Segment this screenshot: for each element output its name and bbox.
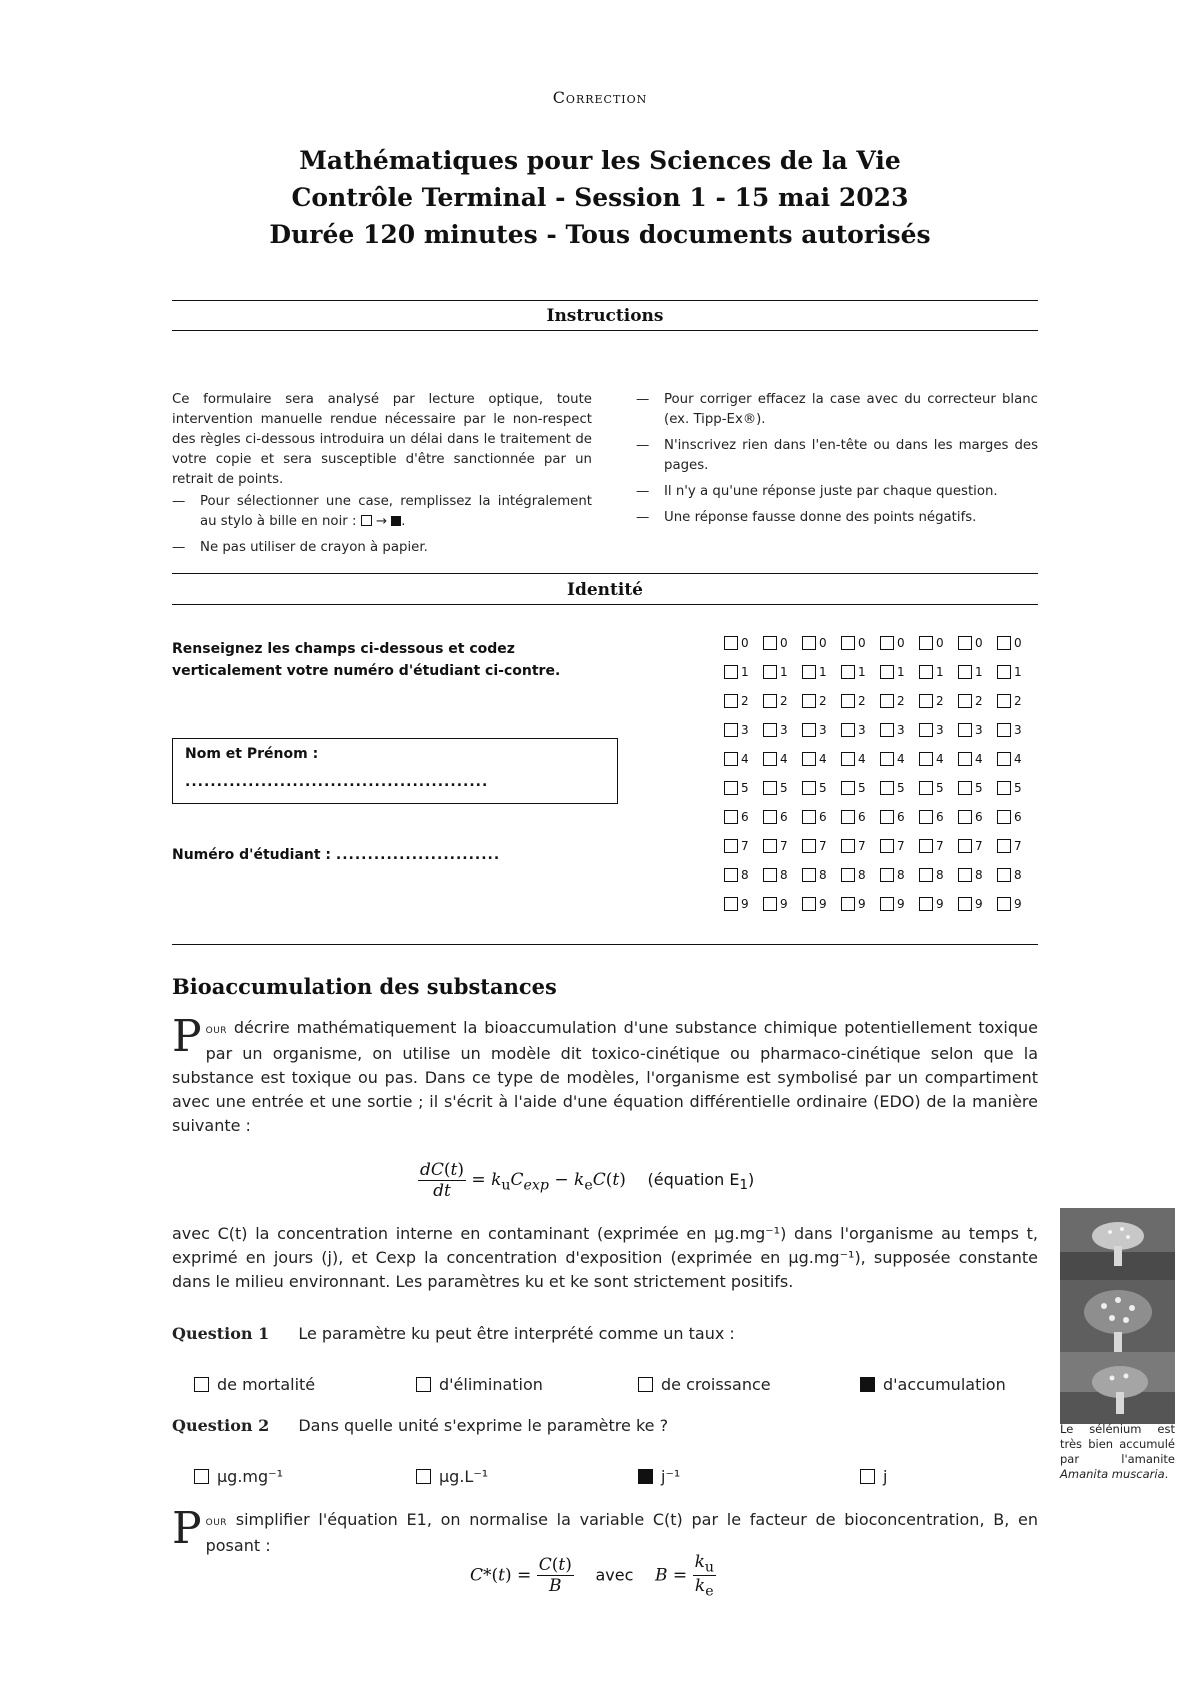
digit-label: 6: [819, 810, 827, 824]
digit-checkbox[interactable]: [997, 810, 1011, 824]
exam-duration: Durée 120 minutes - Tous documents autorisés: [269, 220, 931, 249]
digit-checkbox[interactable]: [724, 752, 738, 766]
digit-checkbox[interactable]: [763, 723, 777, 737]
digit-checkbox[interactable]: [997, 897, 1011, 911]
checkbox[interactable]: [194, 1377, 209, 1392]
digit-checkbox[interactable]: [919, 752, 933, 766]
digit-label: 1: [897, 665, 905, 679]
instructions-item: — N'inscrivez rien dans l'en-tête ou dans les marges des pages.: [636, 436, 1038, 476]
digit-label: 9: [897, 897, 905, 911]
digit-label: 0: [858, 636, 866, 650]
digit-checkbox[interactable]: [724, 636, 738, 650]
digit-label: 2: [1014, 694, 1022, 708]
digit-label: 7: [741, 839, 749, 853]
digit-checkbox[interactable]: [841, 897, 855, 911]
digit-checkbox[interactable]: [880, 839, 894, 853]
digit-label: 2: [936, 694, 944, 708]
digit-label: 5: [975, 781, 983, 795]
digit-label: 5: [858, 781, 866, 795]
digit-checkbox[interactable]: [802, 665, 816, 679]
digit-checkbox[interactable]: [919, 665, 933, 679]
digit-label: 3: [936, 723, 944, 737]
digit-checkbox[interactable]: [724, 723, 738, 737]
digit-label: 4: [858, 752, 866, 766]
digit-checkbox[interactable]: [763, 868, 777, 882]
checkbox[interactable]: [638, 1377, 653, 1392]
digit-checkbox[interactable]: [958, 810, 972, 824]
equation-label: (équation E: [647, 1170, 740, 1189]
section-intro-paragraph: Pour décrire mathématiquement la bioaccumulation d'une substance chimique potentiellement toxique par un organisme, on utilise un modèle dit toxico-cinétique ou pharmaco-cinétique selon que la substance est toxique ou pas. Dans ce type de modèles, l'organisme est symbolisé par un compartiment avec une entrée et une sortie ; il s'écrit à l'aide d'une équation différentielle ordinaire (EDO) de la manière suivante :: [172, 1011, 1038, 1135]
drop-cap: P: [172, 1011, 202, 1062]
digit-checkbox[interactable]: [724, 897, 738, 911]
instructions-heading: Instructions: [546, 306, 664, 326]
name-field-box[interactable]: [172, 738, 618, 804]
digit-label: 9: [975, 897, 983, 911]
identity-rule-bottom: [172, 604, 1038, 605]
digit-checkbox[interactable]: [880, 694, 894, 708]
digit-label: 3: [897, 723, 905, 737]
question-2: [172, 1416, 668, 1435]
digit-checkbox[interactable]: [919, 636, 933, 650]
digit-label: 7: [1014, 839, 1022, 853]
digit-label: 2: [741, 694, 749, 708]
digit-checkbox[interactable]: [880, 810, 894, 824]
student-number-label: Numéro d'étudiant :: [172, 847, 332, 863]
q2-option-4[interactable]: j: [860, 1467, 887, 1486]
digit-label: 9: [741, 897, 749, 911]
digit-checkbox[interactable]: [802, 752, 816, 766]
digit-label: 9: [1014, 897, 1022, 911]
exam-title: Mathématiques pour les Sciences de la Vie: [299, 146, 901, 175]
digit-checkbox[interactable]: [919, 723, 933, 737]
digit-checkbox[interactable]: [958, 868, 972, 882]
digit-checkbox[interactable]: [997, 694, 1011, 708]
digit-label: 7: [975, 839, 983, 853]
digit-checkbox[interactable]: [997, 636, 1011, 650]
q1-option-3[interactable]: de croissance: [638, 1375, 771, 1394]
instructions-rule-bottom: [172, 330, 1038, 331]
checkbox[interactable]: [194, 1469, 209, 1484]
digit-checkbox[interactable]: [802, 839, 816, 853]
digit-label: 9: [936, 897, 944, 911]
digit-checkbox[interactable]: [958, 636, 972, 650]
name-field-dots[interactable]: ................................................: [185, 774, 489, 790]
q1-option-1[interactable]: de mortalité: [194, 1375, 315, 1394]
digit-checkbox[interactable]: [880, 868, 894, 882]
identity-heading: Identité: [567, 580, 643, 600]
section-definitions-paragraph: avec C(t) la concentration interne en contaminant (exprimée en µg.mg⁻¹) dans l'organisme au temps t, exprimé en jours (j), et Cexp la concentration d'exposition (exprimée en µg.mg⁻¹), supposée constante dans le milieu environnant. Les paramètres ku et ke sont strictement positifs.: [172, 1224, 1038, 1291]
digit-checkbox[interactable]: [997, 752, 1011, 766]
digit-checkbox[interactable]: [841, 665, 855, 679]
digit-checkbox[interactable]: [763, 694, 777, 708]
instructions-item: — Pour sélectionner une case, remplissez la intégralement au stylo à bille en noir : → .: [172, 492, 592, 532]
arrow-icon: →: [375, 514, 392, 529]
photo-caption: Le sélénium est très bien accumulé par l'amanite Amanita muscaria.: [1060, 1422, 1175, 1481]
digit-label: 0: [741, 636, 749, 650]
digit-label: 5: [897, 781, 905, 795]
digit-checkbox[interactable]: [802, 810, 816, 824]
digit-label: 6: [858, 810, 866, 824]
digit-checkbox[interactable]: [880, 752, 894, 766]
digit-label: 1: [819, 665, 827, 679]
digit-checkbox[interactable]: [841, 752, 855, 766]
equation-normalization: C*(t) = $\frac{C(t)}{B}$ avec B = $\frac{k_u}{k_e}$: [470, 1552, 714, 1600]
digit-label: 1: [741, 665, 749, 679]
digit-checkbox[interactable]: [763, 665, 777, 679]
digit-label: 4: [1014, 752, 1022, 766]
section-title: Bioaccumulation des substances: [172, 974, 557, 999]
page-header-tag: Correction: [552, 88, 648, 107]
digit-label: 0: [897, 636, 905, 650]
digit-label: 8: [858, 868, 866, 882]
digit-label: 6: [975, 810, 983, 824]
digit-checkbox[interactable]: [763, 636, 777, 650]
instructions-left: [172, 390, 592, 564]
digit-label: 1: [858, 665, 866, 679]
digit-checkbox[interactable]: [997, 839, 1011, 853]
digit-label: 0: [819, 636, 827, 650]
digit-label: 4: [819, 752, 827, 766]
digit-label: 9: [858, 897, 866, 911]
digit-label: 0: [1014, 636, 1022, 650]
q2-option-2[interactable]: µg.L⁻¹: [416, 1467, 488, 1486]
identity-rule-end: [172, 944, 1038, 945]
digit-checkbox[interactable]: [841, 868, 855, 882]
digit-checkbox[interactable]: [919, 839, 933, 853]
digit-checkbox[interactable]: [919, 810, 933, 824]
amanita-photo-2: [1060, 1280, 1175, 1352]
digit-label: 6: [780, 810, 788, 824]
digit-label: 3: [780, 723, 788, 737]
digit-checkbox[interactable]: [958, 723, 972, 737]
digit-label: 6: [936, 810, 944, 824]
digit-checkbox[interactable]: [997, 868, 1011, 882]
digit-checkbox[interactable]: [958, 897, 972, 911]
exam-session: Contrôle Terminal - Session 1 - 15 mai 2023: [291, 183, 909, 212]
digit-label: 7: [897, 839, 905, 853]
digit-checkbox[interactable]: [763, 897, 777, 911]
digit-label: 7: [858, 839, 866, 853]
checkbox[interactable]: [860, 1469, 875, 1484]
digit-checkbox[interactable]: [724, 665, 738, 679]
digit-checkbox[interactable]: [997, 665, 1011, 679]
student-number-grid[interactable]: [724, 636, 1044, 926]
digit-label: 8: [975, 868, 983, 882]
digit-label: 0: [975, 636, 983, 650]
name-field-label: Nom et Prénom :: [185, 746, 319, 762]
digit-label: 4: [936, 752, 944, 766]
digit-label: 4: [897, 752, 905, 766]
question-label: Question 2: [172, 1416, 270, 1435]
digit-checkbox[interactable]: [724, 781, 738, 795]
amanita-photo-3: [1060, 1352, 1175, 1424]
digit-label: 3: [1014, 723, 1022, 737]
instructions-item: — Une réponse fausse donne des points négatifs.: [636, 508, 1038, 528]
instructions-item: — Il n'y a qu'une réponse juste par chaque question.: [636, 482, 1038, 502]
digit-checkbox[interactable]: [997, 781, 1011, 795]
question-text: Dans quelle unité s'exprime le paramètre ke ?: [298, 1416, 669, 1435]
checkbox[interactable]: [416, 1469, 431, 1484]
digit-checkbox[interactable]: [763, 839, 777, 853]
digit-checkbox[interactable]: [841, 839, 855, 853]
question-label: Question 1: [172, 1324, 270, 1343]
student-number-field[interactable]: [172, 844, 500, 866]
digit-label: 3: [819, 723, 827, 737]
digit-label: 1: [936, 665, 944, 679]
digit-checkbox[interactable]: [841, 694, 855, 708]
digit-label: 4: [741, 752, 749, 766]
digit-label: 1: [780, 665, 788, 679]
digit-checkbox[interactable]: [919, 868, 933, 882]
digit-label: 7: [780, 839, 788, 853]
digit-label: 2: [819, 694, 827, 708]
digit-checkbox[interactable]: [724, 810, 738, 824]
digit-checkbox[interactable]: [841, 723, 855, 737]
q2-option-1[interactable]: µg.mg⁻¹: [194, 1467, 283, 1486]
digit-checkbox[interactable]: [841, 781, 855, 795]
digit-checkbox[interactable]: [880, 665, 894, 679]
digit-label: 2: [780, 694, 788, 708]
identity-rule-top: [172, 573, 1038, 574]
digit-checkbox[interactable]: [958, 665, 972, 679]
digit-label: 5: [1014, 781, 1022, 795]
equation-avec: avec: [595, 1565, 634, 1585]
digit-checkbox[interactable]: [919, 694, 933, 708]
digit-label: 3: [975, 723, 983, 737]
digit-label: 9: [819, 897, 827, 911]
student-number-dots[interactable]: ..........................: [335, 847, 501, 863]
drop-cap: P: [172, 1503, 202, 1554]
digit-checkbox[interactable]: [763, 810, 777, 824]
digit-checkbox[interactable]: [958, 781, 972, 795]
question-text: Le paramètre ku peut être interprété comme un taux :: [298, 1324, 735, 1343]
digit-label: 6: [897, 810, 905, 824]
digit-label: 5: [819, 781, 827, 795]
digit-checkbox[interactable]: [724, 839, 738, 853]
equation-e1: $\frac{dC(t)}{dt}$ = $k_uC_{exp} - k_eC(t)$ (équation $E_1$): [420, 1160, 755, 1201]
instructions-right: [636, 390, 1038, 534]
digit-checkbox[interactable]: [802, 897, 816, 911]
digit-checkbox[interactable]: [763, 752, 777, 766]
digit-label: 5: [780, 781, 788, 795]
question-1: [172, 1324, 735, 1343]
checkbox-checked[interactable]: [860, 1377, 875, 1392]
digit-label: 2: [858, 694, 866, 708]
instructions-rule-top: [172, 300, 1038, 301]
digit-label: 2: [975, 694, 983, 708]
digit-checkbox[interactable]: [997, 723, 1011, 737]
digit-label: 8: [897, 868, 905, 882]
digit-label: 2: [897, 694, 905, 708]
digit-label: 7: [819, 839, 827, 853]
digit-label: 1: [975, 665, 983, 679]
digit-label: 7: [936, 839, 944, 853]
instructions-item: — Pour corriger effacez la case avec du correcteur blanc (ex. Tipp-Ex®).: [636, 390, 1038, 430]
digit-label: 8: [819, 868, 827, 882]
digit-label: 9: [780, 897, 788, 911]
digit-checkbox[interactable]: [958, 839, 972, 853]
digit-checkbox[interactable]: [763, 781, 777, 795]
digit-checkbox[interactable]: [880, 897, 894, 911]
digit-label: 0: [936, 636, 944, 650]
digit-label: 5: [936, 781, 944, 795]
digit-checkbox[interactable]: [802, 781, 816, 795]
digit-checkbox[interactable]: [802, 636, 816, 650]
digit-checkbox[interactable]: [880, 781, 894, 795]
digit-label: 8: [741, 868, 749, 882]
filled-box-icon: [391, 516, 401, 526]
identity-instruction: Renseignez les champs ci-dessous et codez verticalement votre numéro d'étudiant ci-contre.: [172, 641, 561, 679]
digit-checkbox[interactable]: [958, 694, 972, 708]
digit-checkbox[interactable]: [958, 752, 972, 766]
normalization-paragraph: Pour simplifier l'équation E1, on normalise la variable C(t) par le facteur de bioconcentration, B, en posant :: [172, 1503, 1038, 1555]
digit-checkbox[interactable]: [880, 723, 894, 737]
digit-label: 6: [741, 810, 749, 824]
checkbox[interactable]: [416, 1377, 431, 1392]
amanita-photo-1: [1060, 1208, 1175, 1280]
digit-checkbox[interactable]: [880, 636, 894, 650]
digit-checkbox[interactable]: [724, 868, 738, 882]
digit-label: 0: [780, 636, 788, 650]
instructions-item: — Ne pas utiliser de crayon à papier.: [172, 538, 592, 558]
digit-checkbox[interactable]: [841, 810, 855, 824]
digit-checkbox[interactable]: [724, 694, 738, 708]
digit-checkbox[interactable]: [802, 694, 816, 708]
digit-label: 3: [741, 723, 749, 737]
checkbox-checked[interactable]: [638, 1469, 653, 1484]
digit-label: 8: [780, 868, 788, 882]
digit-label: 3: [858, 723, 866, 737]
digit-checkbox[interactable]: [802, 868, 816, 882]
digit-label: 5: [741, 781, 749, 795]
empty-box-icon: [361, 515, 372, 526]
digit-checkbox[interactable]: [919, 897, 933, 911]
q1-option-2[interactable]: d'élimination: [416, 1375, 543, 1394]
digit-label: 8: [1014, 868, 1022, 882]
digit-label: 4: [975, 752, 983, 766]
digit-label: 8: [936, 868, 944, 882]
digit-checkbox[interactable]: [802, 723, 816, 737]
digit-checkbox[interactable]: [919, 781, 933, 795]
digit-checkbox[interactable]: [841, 636, 855, 650]
q1-option-4[interactable]: d'accumulation: [860, 1375, 1006, 1394]
instructions-intro: Ce formulaire sera analysé par lecture optique, toute intervention manuelle rendue nécessaire par le non-respect des règles ci-dessous introduira un délai dans le traitement de votre copie et sera susceptible d'être sanctionnée par un retrait de points.: [172, 392, 592, 487]
digit-label: 6: [1014, 810, 1022, 824]
q2-option-3[interactable]: j⁻¹: [638, 1467, 680, 1486]
digit-label: 4: [780, 752, 788, 766]
digit-label: 1: [1014, 665, 1022, 679]
